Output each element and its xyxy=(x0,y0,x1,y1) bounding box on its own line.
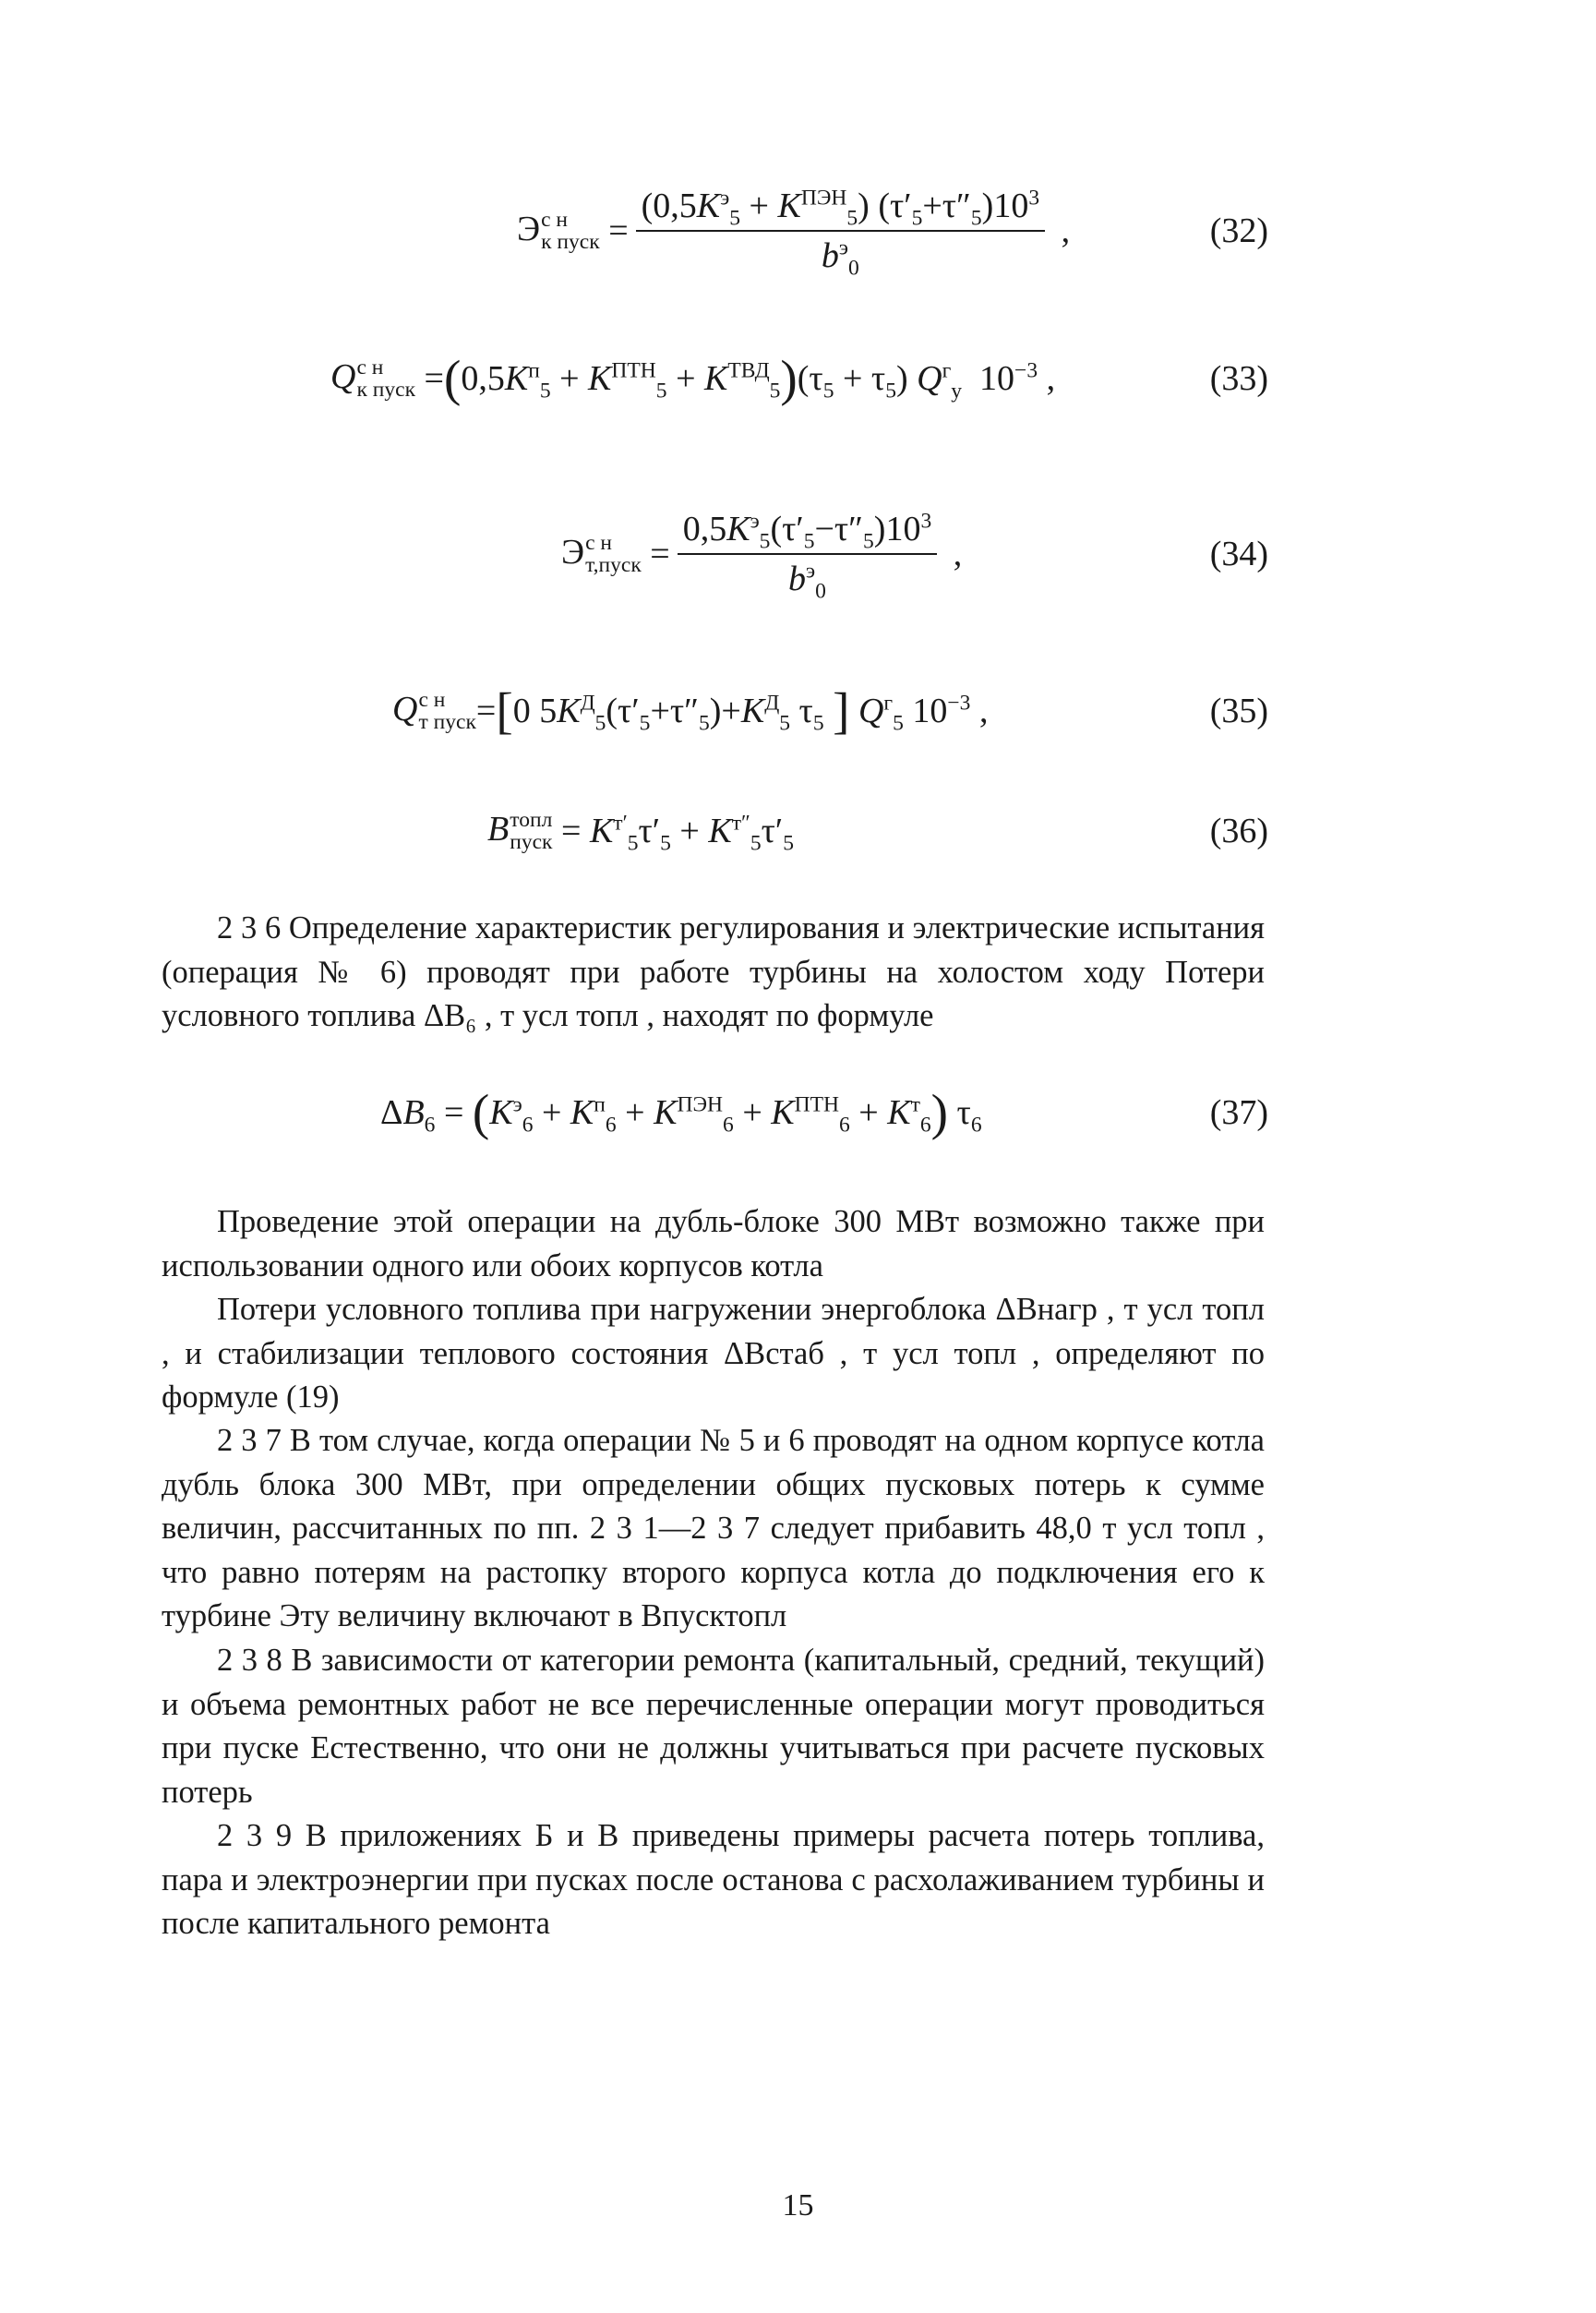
equation-36 xyxy=(0,776,1596,886)
equation-37-number: (37) xyxy=(1209,1093,1268,1132)
equation-33 xyxy=(0,323,1596,434)
paragraph-2-3-8: 2 3 8 В зависимости от категории ремонта (капитальный, средний, текущий) и объема ремонтных работ не все перечисленные операции могут проводиться при пуске Естественно, что они не должны учитываться при расчете пусковых потерь xyxy=(162,1643,1265,1810)
page-number: 15 xyxy=(782,2188,814,2223)
equation-34 xyxy=(0,499,1596,609)
equation-35 xyxy=(0,656,1596,766)
equation-34-number: (34) xyxy=(1209,535,1268,573)
paragraph-2-3-9: 2 3 9 В приложениях Б и В приведены примеры расчета потерь топлива, пара и электроэнергии при пусках после останова с расхолаживанием турбины и после капитального ремонта xyxy=(162,1818,1265,1941)
paragraph-losses: Потери условного топлива при нагружении энергоблока ΔBнагр , т усл топл , и стабилизации теплового состояния ΔBстаб , т усл топл , определяют по формуле (19) xyxy=(162,1292,1265,1415)
equation-32 xyxy=(0,175,1596,286)
equation-36-body: B топл пуск = $K^{т'}_5\tau'_5 + K^{т''}_5\tau'_5$ xyxy=(487,808,794,856)
equation-32-body: Э с н к пуск = $\frac{(0,5K^э_5 + K^{ПЭН}_5) (\tau'_5+\tau''_5)10^3}{b^э_0}$ , xyxy=(517,186,1071,281)
equation-34-body: Э с н т,пуск = $\frac{0,5K^э_5(\tau'_5-\tau''_5)10^3}{b^э_0}$ , xyxy=(561,509,963,604)
equation-36-number: (36) xyxy=(1209,812,1268,850)
equation-32-number: (32) xyxy=(1209,211,1268,250)
equation-33-number: (33) xyxy=(1209,359,1268,398)
equation-37 xyxy=(0,1057,1596,1168)
equation-35-body: Q с н т пуск = [ 0 $5K^Д_5(\tau'_5+\tau''_5)+K^Д_5$ $\tau_5$ ] $Q^г_5$ $10^{-3}$ , xyxy=(392,682,989,740)
equation-35-number: (35) xyxy=(1209,692,1268,730)
equation-37-body: $\Delta B_6$ = ( $K^э_6 + K^п_6 + K^{ПЭН}_6 + K^{ПТН}_6 + K^т_6$ ) $\tau_6$ xyxy=(380,1084,982,1141)
paragraph-2-3-6: 2 3 6 Определение характеристик регулирования и электрические испытания (операция № 6) проводят при работе турбины на холостом ходу Потери условного топлива ΔB₆ , т усл топл , находят по формуле xyxy=(162,910,1265,1033)
paragraph-2-3-7: 2 3 7 В том случае, когда операции № 5 и 6 проводят на одном корпусе котла дубль блока 300 МВт, при определении общих пусковых потерь к сумме величин, рассчитанных по пп. 2 3 1—2 3 7 следует прибавить 48,0 т усл топл , что равно потерям на растопку второго корпуса котла до подключения его к турбине Эту величину включают в Bпусктопл xyxy=(162,1423,1265,1633)
equation-33-body: Q с н к пуск = ( $0,5K^п_5 + K^{ПТН}_5 + K^{ТВД}_5$ ) $(\tau_5 + \tau_5)$ $Q^г_у$ $10^{-3}$ , xyxy=(330,350,1056,407)
paragraph-dubl-blok: Проведение этой операции на дубль-блоке 300 МВт возможно также при использовании одного или обоих корпусов котла xyxy=(162,1204,1265,1283)
